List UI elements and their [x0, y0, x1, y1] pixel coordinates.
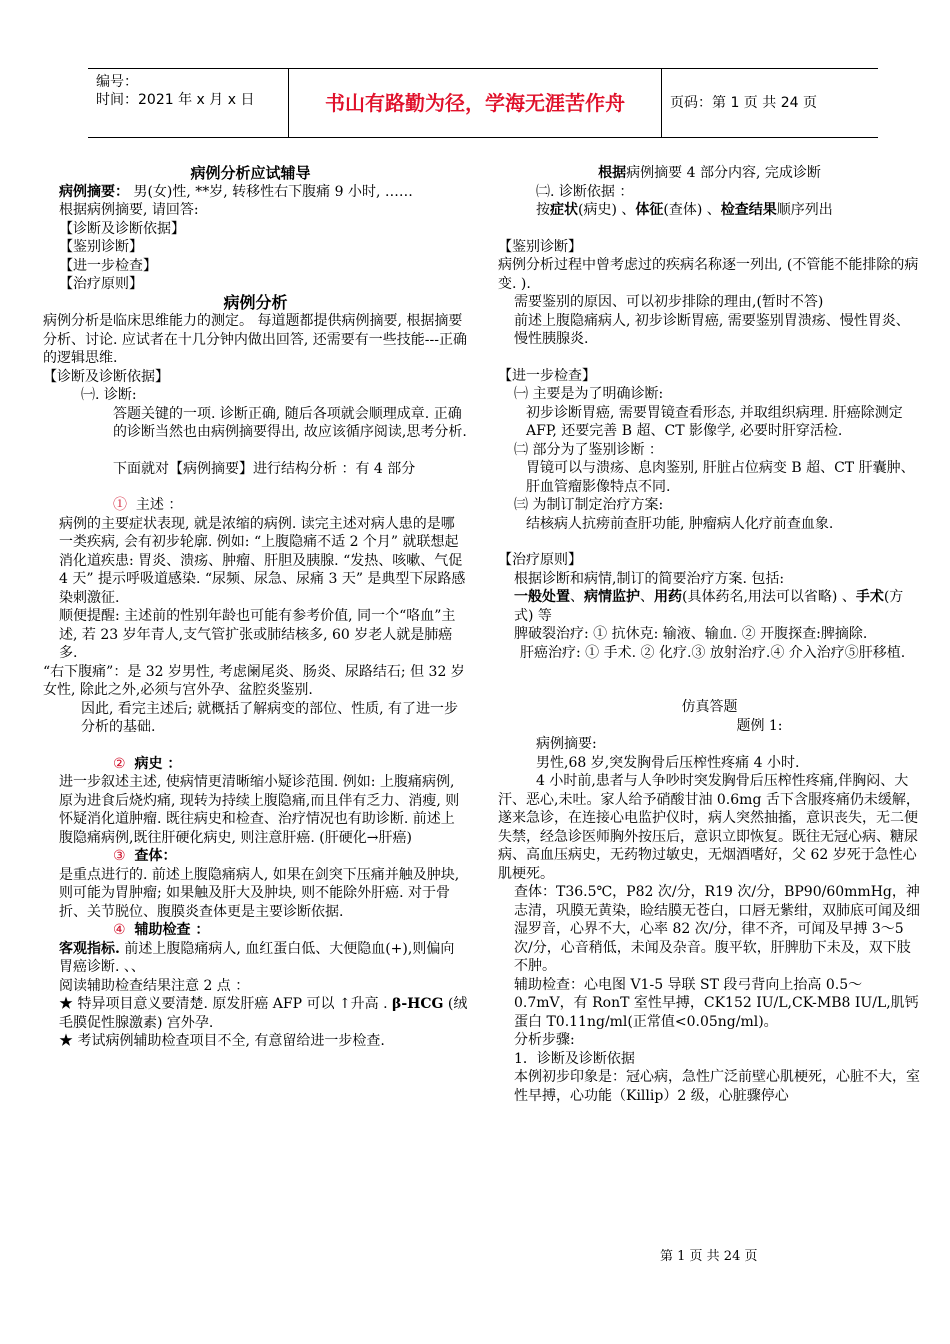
- treat-surgery-note: (方式) 等: [514, 589, 904, 624]
- page-header: [88, 68, 878, 138]
- case-summary-line: [43, 183, 468, 202]
- basis-end: 顺序列出: [776, 202, 833, 218]
- left-column: [43, 164, 468, 1051]
- structure-text: 下面就对【病例摘要】进行结构分析 ：有 4 部分: [113, 460, 416, 477]
- document-title: 病例分析应试辅导: [190, 164, 311, 182]
- treat-drug: 用药: [654, 589, 682, 605]
- aux-exam-read-note: 阅读辅助检查结果注意 2 点 ：: [59, 977, 250, 994]
- further-exam-3-text: 结核病人抗痨前查肝功能, 肿瘤病人化疗前查血象.: [526, 515, 834, 532]
- section-heading: 病史 ：: [134, 755, 182, 772]
- further-exam-2-text: 胃镜可以与溃疡、息肉鉴别, 肝脏占位病变 B 超、CT 肝囊肿、肝血管瘤影像特点不同.: [526, 460, 915, 495]
- objective-text: 前述上腹隐痛病人, 血红蛋白低、大便隐血(+),则偏向胃癌诊断. 、、: [59, 940, 455, 975]
- further-exam-heading: 【进一步检查】: [498, 367, 596, 384]
- document-number: 编号：: [96, 74, 138, 90]
- further-exam-1-text: 初步诊断胃癌, 需要胃镜查看形态, 并取组织病理. 肝癌除测定 AFP, 还要完善 B 超、CT 影像学, 必要时肝穿活检.: [526, 404, 903, 439]
- basis-mid2: (查体) 、: [663, 202, 721, 218]
- section-chief-complaint: [43, 496, 468, 515]
- case-p4: 辅助检查：心电图 V1-5 导联 ST 段弓背向上抬高 0.5～0.7mV，有 RonT 室性早搏，CK152 IU/L,CK-MB8 IU/L,肌钙蛋白 T0.11ng/ml(正常值<0.05ng/ml)。: [514, 976, 919, 1030]
- diagnosis-text: 答题关键的一项. 诊断正确, 随后各项就会顺理成章. 正确的诊断当然也由病例摘要得出, 故应该循序阅读,思考分析.: [113, 405, 467, 440]
- section-heading: 查体：: [134, 848, 177, 864]
- section-title: 病例分析: [223, 292, 288, 312]
- section-number: ①: [113, 497, 127, 513]
- case-summary-label: 病例摘要:: [536, 736, 597, 752]
- treatment-components: [498, 588, 921, 625]
- header-page-info: 页码：第 1 页 共 24 页: [670, 94, 817, 111]
- section-aux-exam: [43, 921, 468, 940]
- summary-label: 病例摘要：: [59, 183, 129, 200]
- page-footer: 第 1 页 共 24 页: [660, 1249, 758, 1264]
- question-intro: 根据病例摘要, 请回答:: [59, 202, 199, 218]
- question-treatment: 【治疗原则】: [59, 276, 143, 292]
- document-time: 时间：2021 年 x 月 x 日: [96, 92, 255, 108]
- star1-text: ★ 特异项目意义要清楚. 原发肝癌 AFP 可以 ↑升高 .: [59, 996, 393, 1012]
- differential-heading: 【鉴别诊断】: [498, 238, 582, 255]
- star1-post: (绒毛膜促性腺激素) 宫外孕.: [59, 996, 468, 1031]
- step1-heading: 1．诊断及诊断依据: [514, 1050, 635, 1067]
- case-p3: 查体：T36.5℃，P82 次/分，R19 次/分，BP90/60mmHg，神志清，巩膜无黄染，睑结膜无苍白，口唇无紫绀，双肺底可闻及细湿罗音，心界不大，心率 82 次/分，律不齐，可闻及早搏 3～5 次/分，心音稍低，未闻及杂音。腹平软，肝脾肋下未及，双下肢不肿。: [514, 884, 920, 974]
- basis-mid1: (病史) 、: [578, 202, 636, 218]
- further-exam-2: ㈡ 部分为了鉴别诊断 ：: [514, 441, 663, 458]
- basis-exam: 检查结果: [720, 202, 777, 218]
- basis-text: 病例摘要 4 部分内容, 完成诊断: [626, 165, 821, 181]
- treat-drug-note: (具体药名,用法可以省略) 、: [682, 589, 856, 605]
- basis-order: [498, 201, 921, 220]
- diagnosis-subheading: ㈠. 诊断:: [81, 387, 137, 403]
- basis-pre: 按: [536, 202, 550, 218]
- intro-paragraph: 病例分析是临床思维能力的测定。 每道题都提供病例摘要, 根据摘要分析、讨论. 应试者在十几分钟内做出回答, 还需要有一些技能---正确的逻辑思维.: [43, 313, 467, 366]
- basis-bold: 根据: [598, 165, 627, 181]
- differential-p2: 需要鉴别的原因、可以初步排除的理由,(暂时不答): [514, 294, 824, 310]
- chief-complaint-p4: 因此, 看完主述后; 就概括了解病变的部位、性质, 有了进一步分析的基础.: [81, 700, 458, 735]
- history-p1: 进一步叙述主述, 使病情更清晰缩小疑诊范围. 例如: 上腹痛病例, 原为进食后烧灼痛, 现转为持续上腹隐痛,而且伴有乏力、消瘦, 则怀疑消化道肿瘤. 既往病史和检查、治疗情况也有助诊断. 前述上腹隐痛病例,既往肝硬化病史, 则注意肝癌. (肝硬化→肝癌): [59, 774, 460, 846]
- basis-line: [498, 164, 921, 183]
- section-history: [43, 755, 468, 774]
- section-heading: 主述 ：: [135, 497, 183, 513]
- differential-p3: 前述上腹隐痛病人, 初步诊断胃癌, 需要鉴别胃溃疡、慢性胃炎、慢性胰腺炎.: [514, 312, 910, 347]
- diagnosis-heading: 【诊断及诊断依据】: [43, 368, 169, 385]
- aux-exam-star1: [43, 995, 468, 1032]
- basis-subheading: ㈡. 诊断依据 ：: [536, 183, 634, 200]
- simulation-case-number: 题例 1:: [736, 717, 783, 734]
- simulation-title: 仿真答题: [681, 699, 738, 715]
- aux-exam-objective: [43, 940, 468, 977]
- treatment-p1: 根据诊断和病情,制订的简要治疗方案. 包括:: [514, 570, 785, 587]
- treatment-spleen: 脾破裂治疗: ① 抗休克: 输液、输血. ② 开腹探查:脾摘除.: [514, 626, 868, 642]
- right-column: [498, 164, 921, 1105]
- treat-sep: 、: [570, 589, 584, 605]
- section-number: ③: [113, 848, 126, 864]
- summary-text: 男(女)性, **岁, 转移性右下腹痛 9 小时, ……: [133, 183, 413, 200]
- basis-sign: 体征: [635, 202, 664, 218]
- treat-general: 一般处置: [514, 589, 570, 605]
- treat-monitor: 病情监护: [584, 589, 640, 605]
- treat-sep: 、: [640, 589, 654, 605]
- chief-complaint-p1: 病例的主要症状表现, 就是浓缩的病例. 读完主述对病人患的是哪一类疾病, 会有初步轮廓. 例如: “上腹隐痛不适 2 个月” 就联想起消化道疾患: 胃炎、溃疡、肿瘤、肝胆及胰腺. “发热、咳嗽、气促 4 天” 提示呼吸道感染. “尿频、尿急、尿痛 3 天” 是典型下尿路感染刺激征.: [59, 515, 466, 606]
- treatment-heading: 【治疗原则】: [498, 552, 582, 568]
- differential-p1: 病例分析过程中曾考虑过的疾病名称逐一列出, (不管能不能排除的病变. ).: [498, 257, 919, 292]
- question-further-exam: 【进一步检查】: [59, 257, 157, 274]
- step1-text: 本例初步印象是：冠心病，急性广泛前壁心肌梗死，心脏不大，室性早搏，心功能（Killip）2 级，心脏骤停心: [514, 1069, 920, 1104]
- section-physical-exam: [43, 847, 468, 866]
- aux-exam-star2: ★ 考试病例辅助检查项目不全, 有意留给进一步检查.: [59, 1033, 385, 1049]
- section-number: ②: [113, 755, 126, 772]
- chief-complaint-p2: 顺便提醒: 主述前的性别年龄也可能有参考价值, 同一个“咯血”主述, 若 23 岁年青人,支气管扩张或肺结核多, 60 岁老人就是肺癌多.: [59, 608, 456, 661]
- case-p2: 4 小时前,患者与人争吵时突发胸骨后压榨性疼痛,伴胸闷、大汗、恶心,未吐。家人给予硝酸甘油 0.6mg 舌下含服疼痛仍未缓解，遂来急诊，在连接心电监护仪时，病人突然抽搐，意识丧失，无二便失禁，经急诊医师胸外按压后，意识立即恢复。既往无冠心病、糖尿病、高血压病史，无药物过敏史，无烟酒嗜好，父 62 岁死于急性心肌梗死。: [498, 773, 920, 882]
- physical-exam-p1: 是重点进行的. 前述上腹隐痛病人, 如果在剑突下压痛并触及肿块, 则可能为胃肿瘤; 如果触及肝大及肿块, 则不能除外肝癌. 对于骨折、关节脱位、腹膜炎查体更是主要诊断依据.: [59, 866, 460, 920]
- section-heading: 辅助检查 ：: [134, 922, 210, 938]
- question-diagnosis: 【诊断及诊断依据】: [59, 220, 185, 237]
- treatment-liver: 肝癌治疗: ① 手术. ② 化疗.③ 放射治疗.④ 介入治疗⑤肝移植.: [520, 644, 906, 661]
- further-exam-3: ㈢ 为制订制定治疗方案:: [514, 497, 664, 513]
- header-motto: 书山有路勤为径，学海无涯苦作舟: [288, 69, 662, 137]
- section-number: ④: [113, 922, 126, 938]
- question-differential: 【鉴别诊断】: [59, 239, 143, 255]
- star1-bold: β-HCG: [392, 996, 444, 1012]
- chief-complaint-p3: “右下腹痛”：是 32 岁男性, 考虑阑尾炎、肠炎、尿路结石; 但 32 岁女性, 除此之外,必须与宫外孕、盆腔炎鉴别.: [43, 663, 465, 698]
- objective-label: 客观指标.: [59, 940, 120, 957]
- header-meta: [96, 73, 286, 109]
- further-exam-1: ㈠ 主要是为了明确诊断:: [514, 386, 664, 402]
- treat-surgery: 手术: [855, 589, 884, 605]
- analysis-steps-label: 分析步骤:: [514, 1032, 575, 1048]
- basis-symptom: 症状: [550, 202, 578, 218]
- case-p1: 男性,68 岁,突发胸骨后压榨性疼痛 4 小时.: [536, 754, 800, 771]
